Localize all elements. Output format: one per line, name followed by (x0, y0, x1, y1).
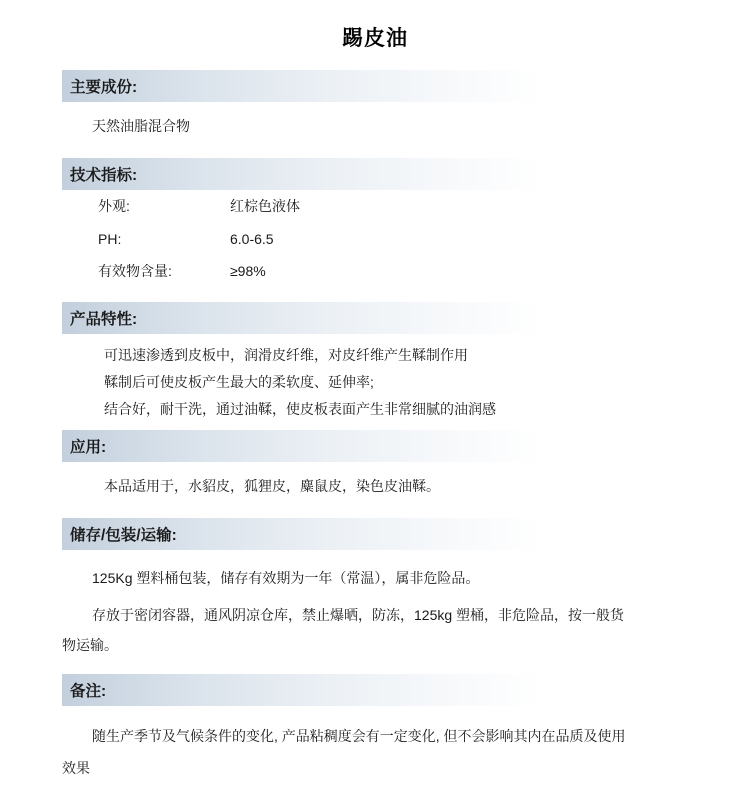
spacer (0, 660, 750, 674)
ingredients-content: 天然油脂混合物 (92, 118, 190, 134)
feature-line: 结合好，耐干洗，通过油鞣，使皮板表面产生非常细腻的油润感 (104, 400, 496, 417)
spacer (0, 498, 750, 518)
section-heading-remarks: 备注: (62, 674, 702, 706)
document-page (0, 22, 750, 789)
spacer (0, 422, 750, 430)
remarks-line-2: 效果 (62, 760, 90, 777)
section-heading-ingredients: 主要成份: (62, 70, 702, 102)
spacer (0, 138, 750, 158)
storage-paragraph-1-text: 125Kg 塑料桶包装，储存有效期为一年（常温），属非危险品。 (92, 569, 480, 586)
spacer (0, 102, 750, 116)
storage-paragraph-2-line-1: 存放于密闭容器，通风阴凉仓库，禁止爆晒，防冻，125kg 塑桶，非危险品，按一般货 (92, 607, 625, 624)
application-content: 本品适用于，水貂皮，狐狸皮，麋鼠皮，染色皮油鞣。 (104, 478, 440, 495)
spec-row (62, 255, 750, 288)
section-heading-specs: 技术指标: (62, 158, 702, 190)
spec-label: 有效物含量: (98, 263, 172, 280)
spacer (0, 706, 750, 720)
storage-paragraph-2-line-2: 物运输。 (62, 636, 118, 653)
page-title: 踢皮油 (342, 27, 408, 50)
spec-row (62, 190, 750, 223)
spec-row (62, 223, 750, 256)
spacer (0, 334, 750, 342)
storage-paragraph-2 (62, 601, 750, 660)
spec-label: PH: (98, 230, 122, 247)
features-list (0, 342, 750, 422)
section-heading-features: 产品特性: (62, 302, 702, 334)
remarks-paragraph (62, 720, 750, 784)
feature-line: 鞣制后可使皮板产生最大的柔软度、延伸率; (104, 373, 374, 390)
spacer (0, 550, 750, 564)
spec-value: 6.0-6.5 (230, 230, 274, 247)
spacer (0, 288, 750, 302)
remarks-line-1: 随生产季节及气候条件的变化, 产品粘稠度会有一定变化, 但不会影响其内在品质及使用 (92, 728, 626, 744)
section-heading-storage: 储存/包装/运输: (62, 518, 702, 550)
feature-line: 可迅速渗透到皮板中，润滑皮纤维，对皮纤维产生鞣制作用 (104, 347, 468, 364)
spec-value: ≥98% (230, 263, 266, 280)
spacer (0, 462, 750, 476)
spec-label: 外观: (98, 197, 130, 214)
storage-paragraph-1 (62, 564, 750, 593)
section-heading-application: 应用: (62, 430, 702, 462)
spacer (0, 593, 750, 601)
spec-value: 红棕色液体 (230, 197, 300, 214)
